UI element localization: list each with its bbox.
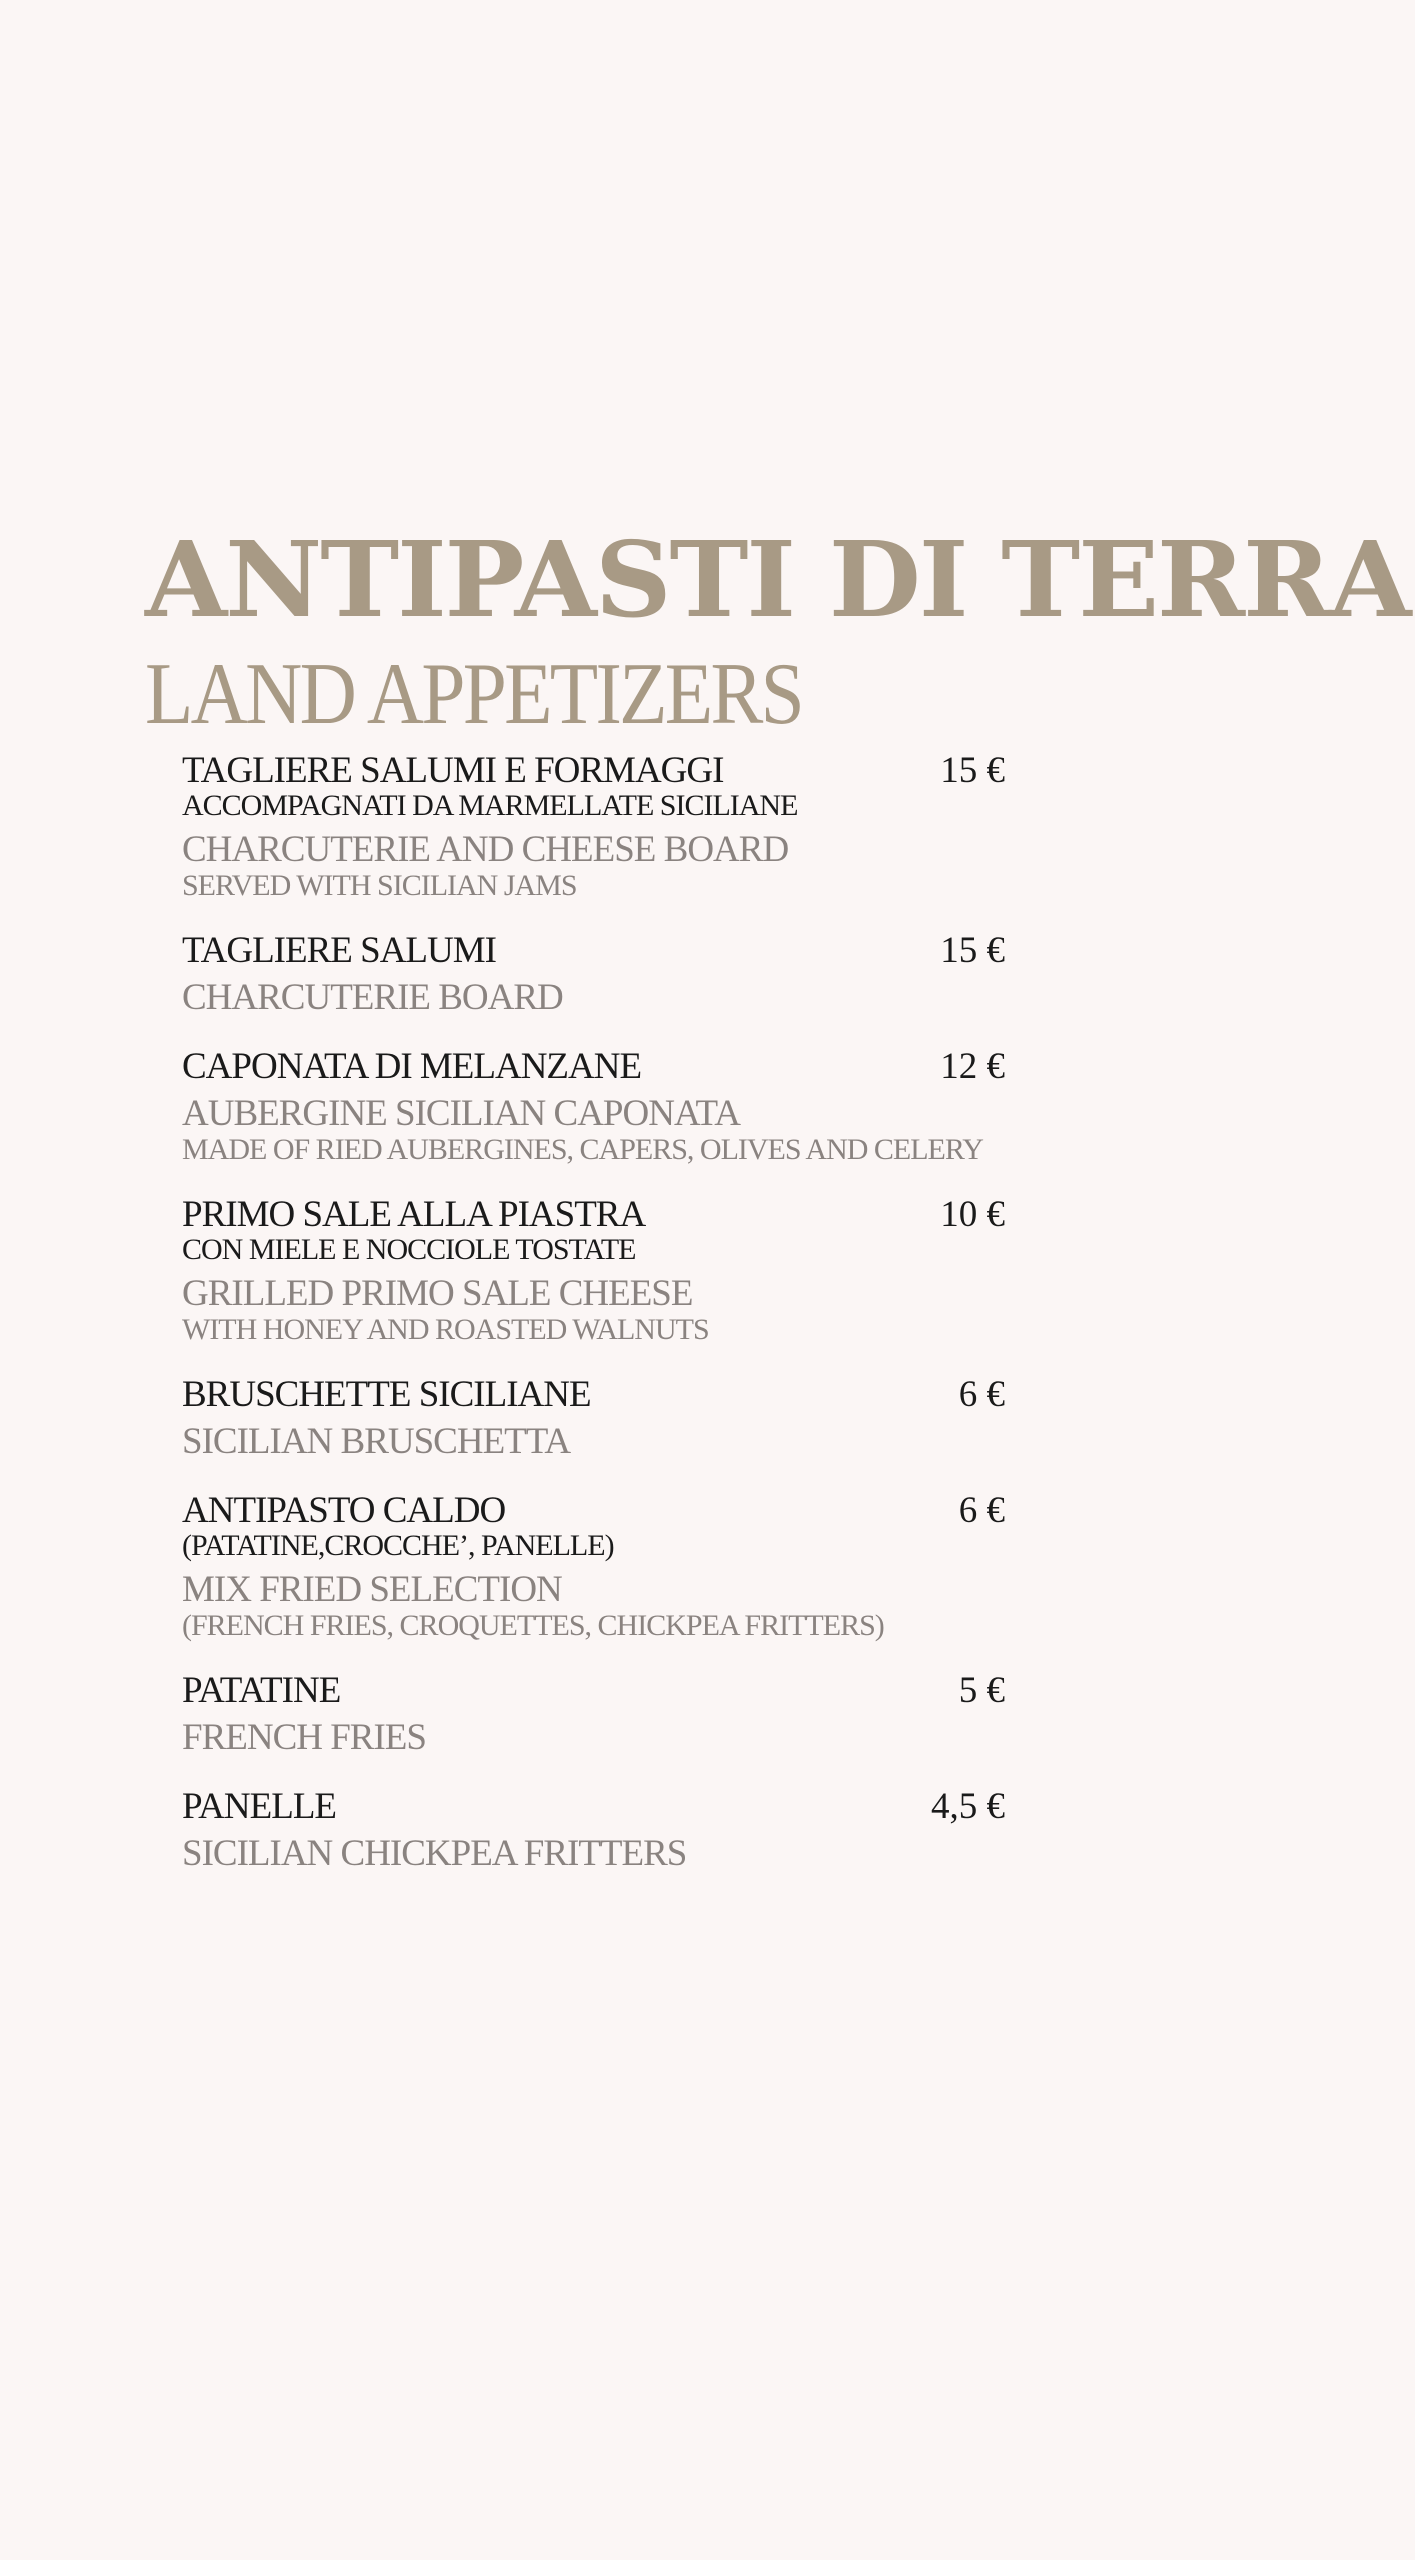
item-price: 6 € xyxy=(958,1374,1005,1415)
item-english-description: WITH HONEY AND ROASTED WALNUTS xyxy=(182,1313,709,1346)
item-english-name: CHARCUTERIE AND CHEESE BOARD xyxy=(182,829,789,870)
section-subtitle: LAND APPETIZERS xyxy=(145,646,802,743)
item-description: ACCOMPAGNATI DA MARMELLATE SICILIANE xyxy=(182,789,798,822)
item-name: TAGLIERE SALUMI E FORMAGGI xyxy=(182,750,724,791)
menu-items xyxy=(182,752,1005,1904)
menu-page xyxy=(145,518,1410,1874)
section-title: ANTIPASTI DI TERRA xyxy=(145,518,1410,641)
item-name: ANTIPASTO CALDO xyxy=(182,1490,506,1531)
item-description: (PATATINE,CROCCHE’, PANELLE) xyxy=(182,1529,614,1562)
item-name: CAPONATA DI MELANZANE xyxy=(182,1046,642,1087)
item-name: PANELLE xyxy=(182,1786,337,1827)
menu-item xyxy=(182,1048,1005,1166)
item-english-name: MIX FRIED SELECTION xyxy=(182,1569,562,1610)
menu-item xyxy=(182,1376,1005,1462)
item-name: PRIMO SALE ALLA PIASTRA xyxy=(182,1194,646,1235)
item-price: 4,5 € xyxy=(931,1786,1005,1827)
menu-item xyxy=(182,752,1005,902)
item-price: 12 € xyxy=(940,1046,1005,1087)
item-english-name: AUBERGINE SICILIAN CAPONATA xyxy=(182,1093,740,1134)
item-price: 6 € xyxy=(958,1490,1005,1531)
item-price: 15 € xyxy=(940,930,1005,971)
item-description: CON MIELE E NOCCIOLE TOSTATE xyxy=(182,1233,636,1266)
item-english-name: GRILLED PRIMO SALE CHEESE xyxy=(182,1273,693,1314)
item-name: BRUSCHETTE SICILIANE xyxy=(182,1374,591,1415)
item-name: PATATINE xyxy=(182,1670,341,1711)
menu-item xyxy=(182,932,1005,1018)
item-english-description: (FRENCH FRIES, CROQUETTES, CHICKPEA FRITTERS) xyxy=(182,1609,884,1642)
menu-item xyxy=(182,1672,1005,1758)
item-name: TAGLIERE SALUMI xyxy=(182,930,496,971)
item-english-name: FRENCH FRIES xyxy=(182,1717,426,1758)
item-price: 10 € xyxy=(940,1194,1005,1235)
menu-item xyxy=(182,1492,1005,1642)
item-english-name: CHARCUTERIE BOARD xyxy=(182,977,563,1018)
item-price: 15 € xyxy=(940,750,1005,791)
item-price: 5 € xyxy=(958,1670,1005,1711)
item-english-description: MADE OF RIED AUBERGINES, CAPERS, OLIVES AND CELERY xyxy=(182,1133,983,1166)
menu-item xyxy=(182,1196,1005,1346)
item-english-name: SICILIAN CHICKPEA FRITTERS xyxy=(182,1833,687,1874)
menu-item xyxy=(182,1788,1005,1874)
item-english-name: SICILIAN BRUSCHETTA xyxy=(182,1421,571,1462)
item-english-description: SERVED WITH SICILIAN JAMS xyxy=(182,869,577,902)
